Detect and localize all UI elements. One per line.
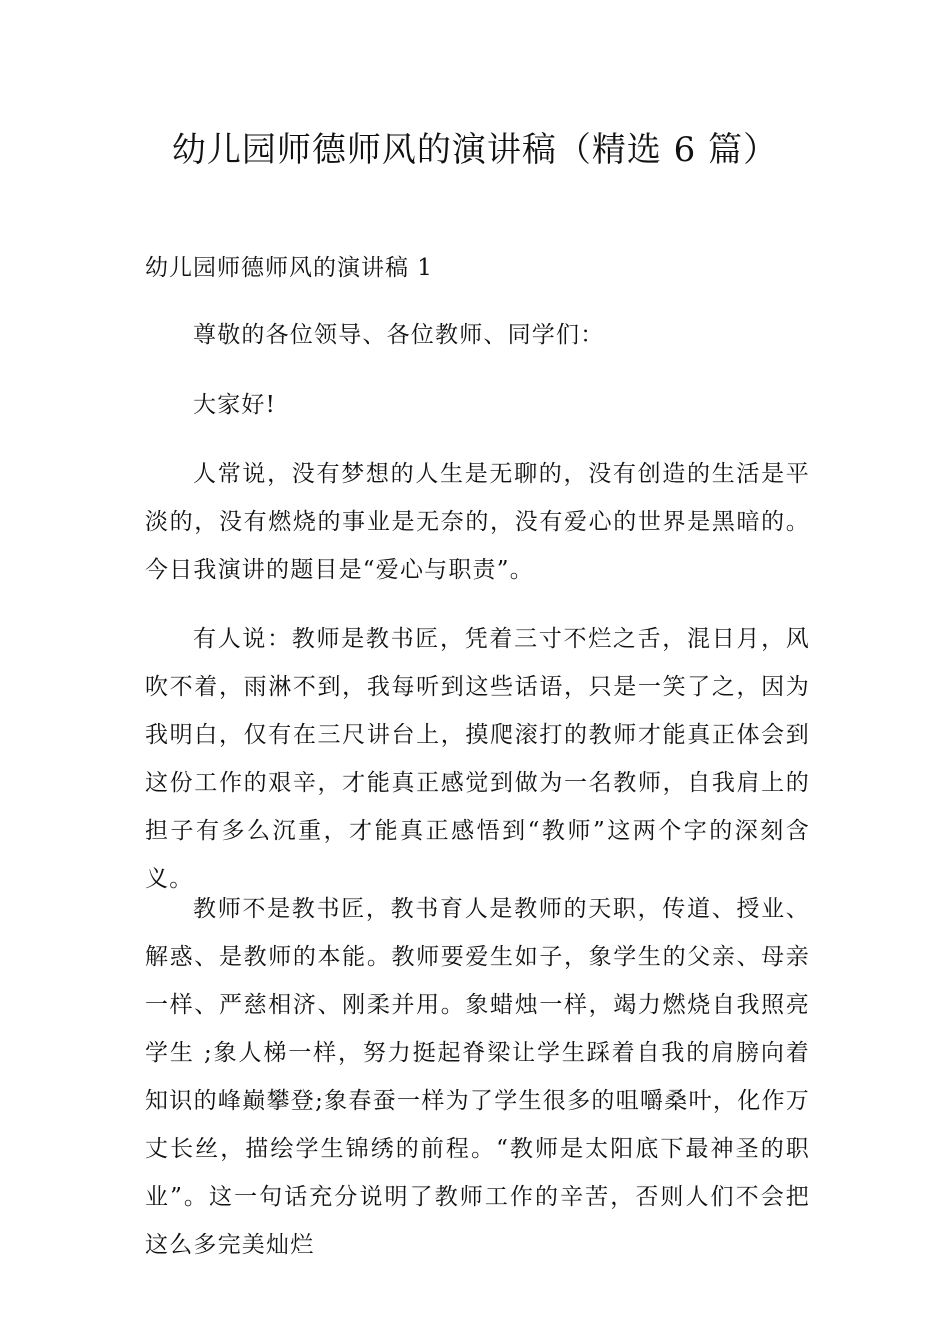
section-heading: 幼儿园师德师风的演讲稿 1 — [145, 255, 433, 281]
salutation: 尊敬的各位领导、各位教师、同学们： — [193, 322, 605, 348]
greeting: 大家好! — [193, 392, 277, 418]
paragraph: 教师不是教书匠，教书育人是教师的天职，传道、授业、解惑、是教师的本能。教师要爱生如子，象学生的父亲、母亲一样、严慈相济、刚柔并用。象蜡烛一样，竭力燃烧自我照亮学生 ;象人梯一样，努力挺起脊梁让学生踩着自我的肩膀向着知识的峰巅攀登;象春蚕一样为了学生很多的咀嚼桑叶，化作万丈长丝，描绘学生锦绣的前程。“教师是太阳底下最神圣的职业”。这一句话充分说明了教师工作的辛苦，否则人们不会把这么多完美灿烂 — [145, 896, 810, 1258]
paragraph: 有人说：教师是教书匠，凭着三寸不烂之舌，混日月，风吹不着，雨淋不到，我每听到这些话语，只是一笑了之，因为我明白，仅有在三尺讲台上，摸爬滚打的教师才能真正体会到这份工作的艰辛，才能真正感觉到做为一名教师，自我肩上的担子有多么沉重，才能真正感悟到“教师”这两个字的深刻含义。 — [145, 626, 810, 892]
document-title: 幼儿园师德师风的演讲稿（精选 6 篇） — [171, 130, 779, 170]
paragraph: 人常说，没有梦想的人生是无聊的，没有创造的生活是平淡的，没有燃烧的事业是无奈的，没有爱心的世界是黑暗的。今日我演讲的题目是“爱心与职责”。 — [145, 461, 810, 583]
